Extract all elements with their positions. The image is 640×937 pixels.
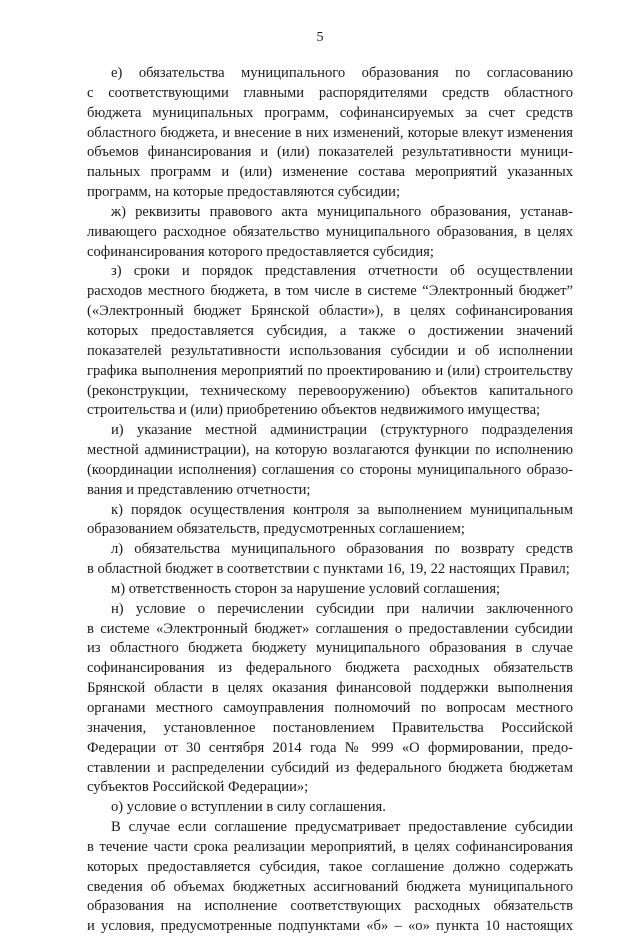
text-line: показателей результативности использования субсидии и об исполнении <box>87 342 573 359</box>
text-line: и условия, предусмотренные подпунктами «б» – «о» пункта 10 настоящих <box>87 918 573 935</box>
text-line: в течение части срока реализации мероприятий, в целях софинансирования <box>87 838 573 855</box>
text-line: которых предоставляется субсидия, а также о достижении значений <box>87 322 573 339</box>
text-line: вания и представлению отчетности; <box>87 481 311 498</box>
text-line: и) указание местной администрации (структурного подразделения <box>111 422 573 439</box>
text-line: которых предоставляется субсидия, такое соглашение должно содержать <box>87 858 573 875</box>
text-line: сведения об объемах бюджетных ассигнований бюджета муниципального <box>87 878 573 895</box>
text-line: органами местного самоуправления полномочий по вопросам местного <box>87 700 573 716</box>
text-line: из областного бюджета бюджету муниципального образования в случае <box>87 640 573 657</box>
text-line: В случае если соглашение предусматривает предоставление субсидии <box>111 819 573 836</box>
text-line: образованием обязательств, предусмотренных соглашением; <box>87 521 465 538</box>
text-line: образования на исполнение соответствующих расходных обязательств <box>87 898 573 915</box>
text-line: программ, на которые предоставляются субсидии; <box>87 184 401 201</box>
text-line: ливающего расходное обязательство муниципального образования, в целях <box>87 223 573 240</box>
text-line: софинансирования из федерального бюджета расходных обязательств <box>87 660 573 677</box>
text-line: з) сроки и порядок представления отчетности об осуществлении <box>111 263 573 280</box>
text-line: (реконструкции, техническому перевооружению) объектов капитального <box>87 382 573 399</box>
text-line: значения, установленное постановлением Правительства Российской <box>87 719 573 736</box>
text-line: м) ответственность сторон за нарушение условий соглашения; <box>111 580 501 597</box>
text-line: н) условие о перечислении субсидии при наличии заключенного <box>111 600 573 617</box>
text-line: Федерации от 30 сентября 2014 года № 999 «О формировании, предо- <box>87 739 573 756</box>
text-line: строительства и (или) приобретению объектов недвижимого имущества; <box>87 402 541 419</box>
text-line: местной администрации), на которую возлагаются функции по исполнению <box>87 442 573 459</box>
text-line: областного бюджета, и внесение в них изменений, которые влекут изменения <box>87 124 573 141</box>
text-line: расходов местного бюджета, в том числе в системе “Электронный бюджет” <box>87 283 573 300</box>
text-line: (координации исполнения) соглашения со стороны муниципального образо- <box>87 461 573 478</box>
text-line: графика выполнения мероприятий по проектированию и (или) строительству <box>87 362 573 379</box>
text-line: объемов финансирования и (или) показателей результативности муници- <box>87 144 573 161</box>
text-line: софинансирования которого предоставляется субсидия; <box>87 243 434 260</box>
text-line: е) обязательства муниципального образования по согласованию <box>111 65 573 81</box>
text-line: Брянской области в целях оказания финансовой поддержки выполнения <box>87 680 573 697</box>
text-line: о) условие о вступлении в силу соглашения. <box>111 799 386 816</box>
text-line: («Электронный бюджет Брянской области»), в целях софинансирования <box>87 303 573 320</box>
text-line: в системе «Электронный бюджет» соглашения о предоставлении субсидии <box>87 620 573 637</box>
page-number: 5 <box>316 30 324 45</box>
text-line: к) порядок осуществления контроля за выполнением муниципальным <box>111 501 573 518</box>
document-text <box>87 64 573 937</box>
text-line: л) обязательства муниципального образования по возврату средств <box>111 541 573 558</box>
text-line: с соответствующими главными распорядителями средств областного <box>87 84 573 101</box>
text-line: ж) реквизиты правового акта муниципального образования, устанав- <box>111 203 573 220</box>
text-line: субъектов Российской Федерации»; <box>87 779 309 796</box>
text-line: бюджета муниципальных программ, софинансируемых за счет средств <box>87 104 573 121</box>
text-line: в областной бюджет в соответствии с пунктами 16, 19, 22 настоящих Правил; <box>87 561 570 578</box>
text-line: ставлении и распределении субсидий из федерального бюджета бюджетам <box>87 759 573 776</box>
text-line: пальных программ и (или) изменение состава мероприятий указанных <box>87 164 573 181</box>
